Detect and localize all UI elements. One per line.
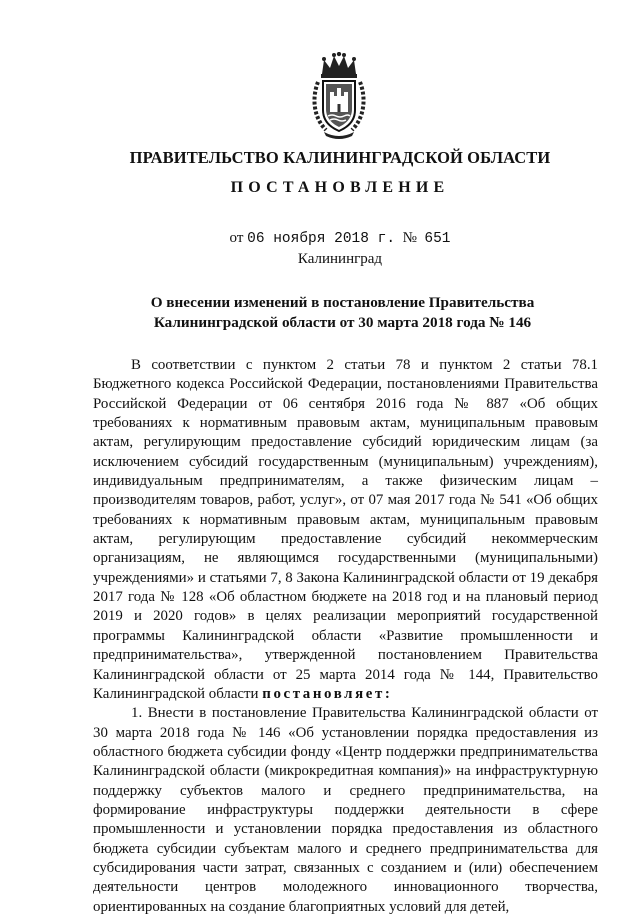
document-type: ПОСТАНОВЛЕНИЕ [230, 179, 450, 196]
document-subject: О внесении изменений в постановление Правительства Калининградской области от 30 марта 2018 года № 146 [150, 294, 535, 331]
date-line [0, 230, 640, 247]
resolves-word: постановляет: [262, 685, 393, 702]
government-title: ПРАВИТЕЛЬСТВО КАЛИНИНГРАДСКОЙ ОБЛАСТИ [129, 148, 551, 167]
city: Калининград [297, 251, 383, 267]
coat-of-arms-icon [310, 52, 368, 142]
document-date: 06 ноября 2018 г. [247, 231, 396, 247]
document-body [93, 356, 598, 917]
preamble-text: В соответствии с пунктом 2 статьи 78 и пунктом 2 статьи 78.1 Бюджетного кодекса Российской Федерации, постановлениями Правительства Российской Федерации от 06 сентября 2016 года № 887 «Об общих требованиях к нормативным правовым актам, муниципальным правовым актам, регулирующим предоставление субсидий юридическим лицам (за исключением субсидий государственным (муниципальным) учреждениям), индивидуальным предпринимателям, а также физическим лицам – производителям товаров, работ, услуг», от 07 мая 2017 года № 541 «Об общих требованиях к нормативным правовым актам, муниципальным правовым актам, регулирующим предоставление субсидий некоммерческим организациям, не являющимся государственными (муниципальными) учреждениями» и статьями 7, 8 Закона Калининградской области от 19 декабря 2017 года № 128 «Об областном бюджете на 2018 год и на плановый период 2019 и 2020 годов» в целях реализации мероприятий государственной программы Калининградской области «Развитие промышленности и предпринимательства», утвержденной постановлением Правительства Калининградской области от 25 марта 2014 года № 144, Правительство Калининградской области [93, 357, 598, 702]
document-number: 651 [424, 231, 451, 247]
date-prefix: от [229, 230, 244, 246]
number-sign: № [402, 230, 417, 246]
preamble-paragraph [93, 356, 598, 704]
clause-1-paragraph: 1. Внести в постановление Правительства Калининградской области от 30 марта 2018 года № 146 «Об установлении порядка предоставления из областного бюджета субсидии фонду «Центр поддержки предпринимательства Калининградской области (микрокредитная компания)» на инфраструктурную поддержку субъектов малого и среднего предпринимательства, на формирование инфраструктуры поддержки деятельности в сфере промышленности и установлении порядка предоставления из областного бюджета субсидии субъектам малого и среднего предпринимательства для субсидирования части затрат, связанных с созданием и (или) обеспечением деятельности центров молодежного инновационного творчества, ориентированных на создание благоприятных условий для детей, [93, 705, 598, 915]
